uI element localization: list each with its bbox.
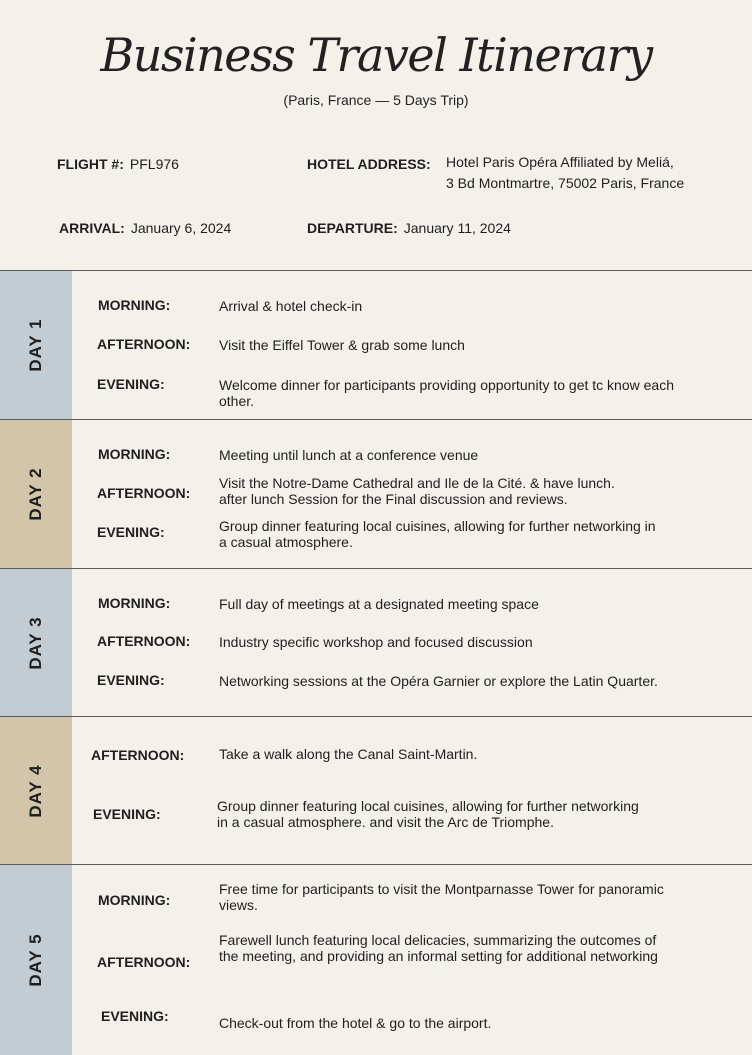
day-2-evening-label: EVENING: xyxy=(97,524,165,540)
day-3-afternoon-text: Industry specific workshop and focused discussion xyxy=(219,634,533,650)
day-5-afternoon-label: AFTERNOON: xyxy=(97,954,191,970)
day-3-strip xyxy=(0,569,72,716)
arrival-info xyxy=(59,218,231,238)
day-5-afternoon-text xyxy=(219,932,699,964)
day-4-strip xyxy=(0,717,72,864)
day-2-strip xyxy=(0,420,72,568)
flight-label: FLIGHT #: xyxy=(57,156,124,172)
day-1-afternoon-text: Visit the Eiffel Tower & grab some lunch xyxy=(219,337,465,353)
day-5-afternoon-line1: Farewell lunch featuring local delicacies, summarizing the outcomes of xyxy=(219,932,657,948)
hotel-label: HOTEL ADDRESS: xyxy=(307,156,431,172)
day-1-afternoon-label: AFTERNOON: xyxy=(97,336,191,352)
hotel-address-line1: Hotel Paris Opéra Affiliated by Meliá, xyxy=(446,154,674,170)
day-5-label: DAY 5 xyxy=(26,933,45,987)
flight-info xyxy=(57,154,179,174)
day-2-morning-text: Meeting until lunch at a conference venue xyxy=(219,447,479,463)
day-1-morning-label: MORNING: xyxy=(98,297,171,313)
day-4-label: DAY 4 xyxy=(26,763,45,818)
day-4-afternoon-label: AFTERNOON: xyxy=(91,747,185,763)
day-5-strip xyxy=(0,865,72,1055)
flight-value: PFL976 xyxy=(129,156,179,172)
day-1-evening-text: Welcome dinner for participants providing opportunity to get tc know each other. xyxy=(219,377,674,409)
day-5-evening-label: EVENING: xyxy=(101,1008,169,1024)
departure-value: January 11, 2024 xyxy=(403,220,511,236)
day-1-section xyxy=(0,270,752,419)
day-5-morning-text: Free time for participants to visit the Montparnasse Tower for panoramic views. xyxy=(219,881,664,913)
day-2-morning-label: MORNING: xyxy=(98,446,171,462)
day-5-section xyxy=(0,864,752,1055)
day-2-afternoon-text xyxy=(219,475,739,507)
day-2-afternoon-label: AFTERNOON: xyxy=(97,485,191,501)
hotel-address xyxy=(446,152,684,194)
day-2-afternoon-line1: Visit the Notre-Dame Cathedral and Ile de la Cité. & have lunch. xyxy=(219,475,615,491)
day-5-afternoon-line2: the meeting, and providing an informal setting for additional networking xyxy=(219,948,658,964)
day-3-evening-text: Networking sessions at the Opéra Garnier or explore the Latin Quarter. xyxy=(219,673,658,689)
day-4-evening-text: Group dinner featuring local cuisines, allowing for further networking in a casual atmosphere. and visit the Arc de Triomphe. xyxy=(217,798,639,830)
hotel-address-line2: 3 Bd Montmartre, 75002 Paris, France xyxy=(446,175,685,191)
day-3-afternoon-label: AFTERNOON: xyxy=(97,633,191,649)
day-4-evening-label: EVENING: xyxy=(93,806,161,822)
day-2-afternoon-line2: after lunch Session for the Final discussion and reviews. xyxy=(219,491,568,507)
day-1-evening-label: EVENING: xyxy=(97,376,165,392)
day-1-label: DAY 1 xyxy=(26,318,45,372)
day-2-section xyxy=(0,419,752,568)
departure-label: DEPARTURE: xyxy=(307,220,398,236)
page-subtitle: (Paris, France — 5 Days Trip) xyxy=(283,92,469,108)
page-title: Business Travel Itinerary xyxy=(100,28,652,82)
day-3-morning-label: MORNING: xyxy=(98,595,171,611)
arrival-value: January 6, 2024 xyxy=(130,220,232,236)
day-4-afternoon-text: Take a walk along the Canal Saint-Martin. xyxy=(219,746,478,762)
day-3-label: DAY 3 xyxy=(26,615,45,670)
departure-info xyxy=(307,218,511,238)
day-2-label: DAY 2 xyxy=(26,467,45,521)
day-3-morning-text: Full day of meetings at a designated meeting space xyxy=(219,596,539,612)
day-5-evening-text: Check-out from the hotel & go to the airport. xyxy=(219,1015,492,1031)
hotel-info xyxy=(307,154,437,174)
day-5-morning-label: MORNING: xyxy=(98,892,171,908)
arrival-label: ARRIVAL: xyxy=(59,220,125,236)
day-3-section xyxy=(0,568,752,716)
day-3-evening-label: EVENING: xyxy=(97,672,165,688)
day-1-morning-text: Arrival & hotel check-in xyxy=(219,298,363,314)
day-2-evening-text: Group dinner featuring local cuisines, allowing for further networking in a casual atmosphere. xyxy=(219,518,656,550)
day-1-strip xyxy=(0,271,72,419)
day-4-section xyxy=(0,716,752,864)
